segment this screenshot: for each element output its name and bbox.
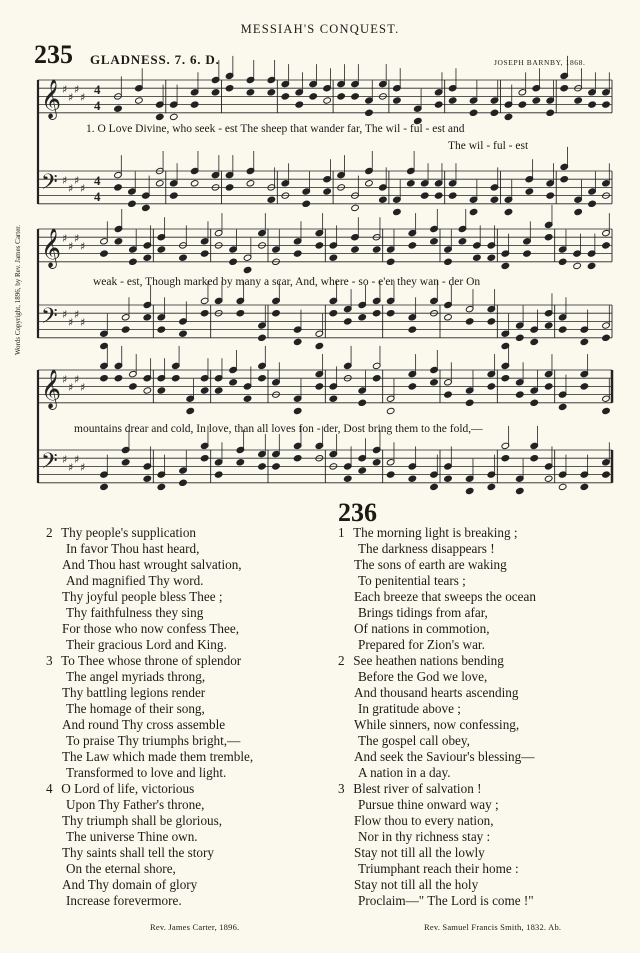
verse-line: In favor Thou hast heard, xyxy=(66,541,200,556)
note-head xyxy=(393,97,402,104)
verse-line: On the eternal shore, xyxy=(66,861,176,876)
note-head xyxy=(560,176,569,183)
verse-line: Upon Thy Father's throne, xyxy=(66,797,205,812)
verse-line: The morning light is breaking ; xyxy=(353,525,518,540)
note-head xyxy=(434,101,443,108)
lyric-line-2: weak - est, Though marked by many a scar, And, where - so - e'er they wan - der On xyxy=(93,276,481,288)
sharp-icon: ♯ xyxy=(68,316,74,329)
note-head xyxy=(302,200,311,207)
note-head xyxy=(329,254,338,261)
note-head xyxy=(501,375,510,382)
note-head xyxy=(114,184,123,191)
note-head xyxy=(143,254,152,261)
note-head xyxy=(323,97,332,104)
bass-clef-icon: 𝄢 xyxy=(41,304,58,334)
note-head xyxy=(315,383,324,390)
treble-clef-icon: 𝄞 xyxy=(41,369,62,409)
note-head xyxy=(214,387,223,394)
note-head xyxy=(602,471,611,478)
verse-line: Before the God we love, xyxy=(358,669,488,684)
sharp-icon: ♯ xyxy=(74,232,80,245)
note-head xyxy=(143,475,152,482)
note-head xyxy=(372,310,381,317)
note-head xyxy=(156,113,165,120)
verse-line: Thy faithfulness they sing xyxy=(66,605,204,620)
verse-line: And Thou hast wrought salvation, xyxy=(62,557,242,572)
lyric-line-3: mountains drear and cold, In love, than all loves fon - der, Dost bring them to the fold,— xyxy=(74,423,483,435)
note-head xyxy=(372,375,381,382)
note-head xyxy=(444,258,453,265)
sharp-icon: ♯ xyxy=(62,232,68,245)
verse-line: Increase forevermore. xyxy=(66,893,182,908)
note-head xyxy=(315,342,324,349)
note-head xyxy=(100,375,109,382)
sharp-icon: ♯ xyxy=(80,316,86,329)
verse-line: And magnified Thy word. xyxy=(66,573,204,588)
note-head xyxy=(530,399,539,406)
sharp-icon: ♯ xyxy=(68,182,74,195)
note-head xyxy=(408,326,417,333)
note-head xyxy=(236,310,245,317)
note-head xyxy=(487,483,496,490)
verse-235-4 xyxy=(46,781,253,909)
sharp-icon: ♯ xyxy=(68,240,74,253)
sharp-icon: ♯ xyxy=(62,373,68,386)
running-head: MESSIAH'S CONQUEST. xyxy=(240,22,400,36)
verse-line: Flow thou to every nation, xyxy=(354,813,494,828)
note-head xyxy=(114,238,123,245)
note-head xyxy=(444,391,453,398)
verse-line: Of nations in commotion, xyxy=(354,621,490,636)
note-head xyxy=(386,258,395,265)
note-head xyxy=(473,254,482,261)
note-head xyxy=(143,314,152,321)
note-head xyxy=(293,250,302,257)
note-head xyxy=(573,262,582,269)
note-head xyxy=(516,391,525,398)
note-head xyxy=(225,85,234,92)
verse-line: Thy joyful people bless Thee ; xyxy=(62,589,223,604)
note-head xyxy=(143,387,152,394)
verse-line: Pursue thine onward way ; xyxy=(358,797,499,812)
note-head xyxy=(487,383,496,390)
sharp-icon: ♯ xyxy=(80,91,86,104)
tune-name: GLADNESS. 7. 6. D. xyxy=(90,52,220,67)
note-head xyxy=(315,242,324,249)
note-head xyxy=(200,455,209,462)
note-head xyxy=(386,471,395,478)
note-head xyxy=(448,192,457,199)
sharp-icon: ♯ xyxy=(74,308,80,321)
verse-line: To praise Thy triumphs bright,— xyxy=(66,733,241,748)
verse-line: In gratitude above ; xyxy=(358,701,461,716)
note-head xyxy=(430,379,439,386)
note-head xyxy=(544,475,553,482)
sharp-icon: ♯ xyxy=(68,461,74,474)
note-head xyxy=(372,246,381,253)
note-head xyxy=(129,383,138,390)
time-signature-icon: 4 xyxy=(94,98,101,113)
note-head xyxy=(544,322,553,329)
sharp-icon: ♯ xyxy=(62,453,68,466)
sharp-icon: ♯ xyxy=(62,174,68,187)
verse-line: The gospel call obey, xyxy=(358,733,470,748)
note-head xyxy=(532,97,541,104)
note-head xyxy=(100,483,109,490)
verse-line: A nation in a day. xyxy=(358,765,451,780)
verse-line: Their gracious Lord and King. xyxy=(66,637,227,652)
time-signature-icon: 4 xyxy=(94,189,101,204)
note-head xyxy=(258,375,267,382)
verse-number: 2 xyxy=(338,653,345,668)
note-head xyxy=(200,310,209,317)
note-head xyxy=(544,234,553,241)
copyright-notice: Words Copyright, 1896, by Rev. James Carter. xyxy=(14,224,22,356)
note-head xyxy=(525,188,534,195)
note-head xyxy=(588,101,597,108)
note-head xyxy=(602,101,611,108)
note-head xyxy=(580,383,589,390)
note-head xyxy=(129,258,138,265)
note-head xyxy=(200,250,209,257)
note-head xyxy=(157,246,166,253)
note-head xyxy=(272,310,281,317)
time-signature-icon: 4 xyxy=(94,173,101,188)
note-head xyxy=(587,262,596,269)
verse-line: Nor in thy richness stay : xyxy=(358,829,491,844)
note-head xyxy=(258,463,267,470)
verse-number: 2 xyxy=(46,525,53,540)
note-head xyxy=(602,242,611,249)
verse-line: Proclaim—" The Lord is come !" xyxy=(358,893,534,908)
note-head xyxy=(179,254,188,261)
treble-clef-icon: 𝄞 xyxy=(41,79,62,119)
note-head xyxy=(128,200,137,207)
note-head xyxy=(179,330,188,337)
sharp-icon: ♯ xyxy=(74,453,80,466)
sharp-icon: ♯ xyxy=(80,461,86,474)
verse-236-3 xyxy=(338,781,536,909)
note-head xyxy=(179,479,188,486)
note-head xyxy=(558,483,567,490)
note-head xyxy=(358,467,367,474)
bass-clef-icon: 𝄢 xyxy=(41,170,58,200)
note-head xyxy=(156,180,165,187)
hymn-number-235: 235 xyxy=(34,40,73,69)
note-head xyxy=(516,487,525,494)
note-head xyxy=(281,93,290,100)
hymn-number-236: 236 xyxy=(338,498,377,527)
note-head xyxy=(574,208,583,215)
verse-line: And round Thy cross assemble xyxy=(62,717,226,732)
note-head xyxy=(351,204,360,211)
note-head xyxy=(407,180,416,187)
note-head xyxy=(434,192,443,199)
verse-line: The sons of earth are waking xyxy=(354,557,507,572)
hymn-236-verses xyxy=(338,525,536,909)
verse-line: Prepared for Zion's war. xyxy=(358,637,485,652)
note-head xyxy=(444,314,453,321)
verse-line: Thy triumph shall be glorious, xyxy=(62,813,223,828)
note-head xyxy=(267,196,276,203)
verse-line: Stay not till all the holy xyxy=(354,877,479,892)
verse-236-1 xyxy=(338,525,536,653)
note-head xyxy=(530,338,539,345)
verse-line: Each breeze that sweeps the ocean xyxy=(354,589,536,604)
note-head xyxy=(386,407,395,414)
note-head xyxy=(211,89,220,96)
note-head xyxy=(214,471,223,478)
verse-235-2 xyxy=(46,525,253,653)
note-head xyxy=(236,459,245,466)
note-head xyxy=(448,97,457,104)
note-head xyxy=(157,483,166,490)
verse-line: Brings tidings from afar, xyxy=(358,605,488,620)
sharp-icon: ♯ xyxy=(74,174,80,187)
note-head xyxy=(458,238,467,245)
verse-line: While sinners, now confessing, xyxy=(354,717,520,732)
verse-line: Thy saints shall tell the story xyxy=(62,845,215,860)
note-head xyxy=(229,258,238,265)
note-head xyxy=(408,383,417,390)
note-head xyxy=(379,196,388,203)
note-head xyxy=(157,326,166,333)
lyric-alt-line: The wil - ful - est xyxy=(448,140,529,152)
note-head xyxy=(580,338,589,345)
note-head xyxy=(504,208,513,215)
note-head xyxy=(157,387,166,394)
note-head xyxy=(351,246,360,253)
hymn-235-credit: Rev. James Carter, 1896. xyxy=(150,922,240,932)
note-head xyxy=(574,97,583,104)
verse-line: The universe Thine own. xyxy=(66,829,198,844)
note-head xyxy=(114,105,123,112)
note-head xyxy=(465,487,474,494)
note-head xyxy=(170,113,179,120)
note-head xyxy=(225,184,234,191)
note-head xyxy=(309,93,318,100)
note-head xyxy=(142,204,151,211)
note-head xyxy=(295,101,304,108)
verse-236-2 xyxy=(338,653,536,781)
note-head xyxy=(243,266,252,273)
note-head xyxy=(372,459,381,466)
note-head xyxy=(272,463,281,470)
note-head xyxy=(344,318,353,325)
note-head xyxy=(293,338,302,345)
treble-clef-icon: 𝄞 xyxy=(41,228,62,268)
note-head xyxy=(501,262,510,269)
sharp-icon: ♯ xyxy=(80,240,86,253)
note-head xyxy=(530,455,539,462)
hymn-236-credit: Rev. Samuel Francis Smith, 1832. Ab. xyxy=(424,922,562,932)
note-head xyxy=(351,93,360,100)
sharp-icon: ♯ xyxy=(80,381,86,394)
note-head xyxy=(293,455,302,462)
note-head xyxy=(544,383,553,390)
note-head xyxy=(560,85,569,92)
note-head xyxy=(430,238,439,245)
time-signature-icon: 4 xyxy=(94,82,101,97)
note-head xyxy=(558,326,567,333)
note-head xyxy=(186,407,195,414)
note-head xyxy=(518,101,527,108)
note-head xyxy=(546,109,555,116)
note-head xyxy=(267,89,276,96)
note-head xyxy=(121,326,130,333)
note-head xyxy=(469,109,478,116)
note-head xyxy=(293,407,302,414)
verse-line: Triumphant reach their home : xyxy=(358,861,519,876)
verse-number: 1 xyxy=(338,525,345,540)
note-head xyxy=(408,475,417,482)
note-head xyxy=(358,314,367,321)
note-head xyxy=(580,483,589,490)
note-head xyxy=(465,399,474,406)
verse-line: The darkness disappears ! xyxy=(358,541,495,556)
verse-line: For those who now confess Thee, xyxy=(62,621,240,636)
verse-line: To Thee whose throne of splendor xyxy=(61,653,242,668)
note-head xyxy=(602,407,611,414)
verse-line: The Law which made them tremble, xyxy=(62,749,254,764)
sharp-icon: ♯ xyxy=(68,381,74,394)
verse-line: And Thy domain of glory xyxy=(62,877,198,892)
note-head xyxy=(344,475,353,482)
note-head xyxy=(135,97,144,104)
note-head xyxy=(246,180,255,187)
note-head xyxy=(602,334,611,341)
note-head xyxy=(501,455,510,462)
note-head xyxy=(121,459,130,466)
verse-line: See heathen nations bending xyxy=(353,653,504,668)
note-head xyxy=(487,318,496,325)
verse-line: Transformed to love and light. xyxy=(66,765,227,780)
note-head xyxy=(386,310,395,317)
verse-line: And seek the Saviour's blessing— xyxy=(354,749,535,764)
note-head xyxy=(408,242,417,249)
verse-number: 3 xyxy=(46,653,53,668)
note-head xyxy=(246,89,255,96)
note-head xyxy=(516,334,525,341)
verse-235-3 xyxy=(46,653,253,781)
verse-line: The angel myriads throng, xyxy=(66,669,206,684)
note-head xyxy=(329,310,338,317)
note-head xyxy=(588,200,597,207)
note-head xyxy=(190,180,199,187)
note-head xyxy=(200,387,209,394)
note-head xyxy=(114,375,123,382)
note-head xyxy=(170,192,179,199)
sharp-icon: ♯ xyxy=(80,182,86,195)
sharp-icon: ♯ xyxy=(74,373,80,386)
note-head xyxy=(229,379,238,386)
note-head xyxy=(172,375,181,382)
verse-line: Blest river of salvation ! xyxy=(353,781,482,796)
note-head xyxy=(323,188,332,195)
note-head xyxy=(365,180,374,187)
note-head xyxy=(329,395,338,402)
note-head xyxy=(420,192,429,199)
note-head xyxy=(504,113,513,120)
note-head xyxy=(258,334,267,341)
note-head xyxy=(490,109,499,116)
note-head xyxy=(523,250,532,257)
verse-line: O Lord of life, victorious xyxy=(61,781,195,796)
verse-line: Stay not till all the lowly xyxy=(354,845,485,860)
note-head xyxy=(490,196,499,203)
note-head xyxy=(243,395,252,402)
hymn-235-verses xyxy=(46,525,253,909)
verse-line: Thy battling legions render xyxy=(62,685,206,700)
note-head xyxy=(469,208,478,215)
verse-number: 3 xyxy=(338,781,345,796)
verse-line: The homage of their song, xyxy=(66,701,205,716)
verse-line: And thousand hearts ascending xyxy=(354,685,519,700)
sharp-icon: ♯ xyxy=(74,83,80,96)
note-head xyxy=(393,208,402,215)
sharp-icon: ♯ xyxy=(68,91,74,104)
note-head xyxy=(190,101,199,108)
bass-clef-icon: 𝄢 xyxy=(41,449,58,479)
composer-credit: JOSEPH BARNBY, 1868. xyxy=(494,58,586,67)
note-head xyxy=(337,93,346,100)
note-head xyxy=(444,475,453,482)
note-head xyxy=(546,192,555,199)
note-head xyxy=(465,318,474,325)
verse-number: 4 xyxy=(46,781,53,796)
verse-line: Thy people's supplication xyxy=(61,525,197,540)
note-head xyxy=(365,109,374,116)
verse-line: To penitential tears ; xyxy=(358,573,466,588)
sharp-icon: ♯ xyxy=(62,308,68,321)
note-head xyxy=(558,258,567,265)
note-head xyxy=(558,403,567,410)
lyric-line-1: 1. O Love Divine, who seek - est The sheep that wander far, The wil - ful - est and xyxy=(86,123,465,135)
note-head xyxy=(430,483,439,490)
note-head xyxy=(100,250,109,257)
note-head xyxy=(487,254,496,261)
sharp-icon: ♯ xyxy=(62,83,68,96)
note-head xyxy=(358,399,367,406)
